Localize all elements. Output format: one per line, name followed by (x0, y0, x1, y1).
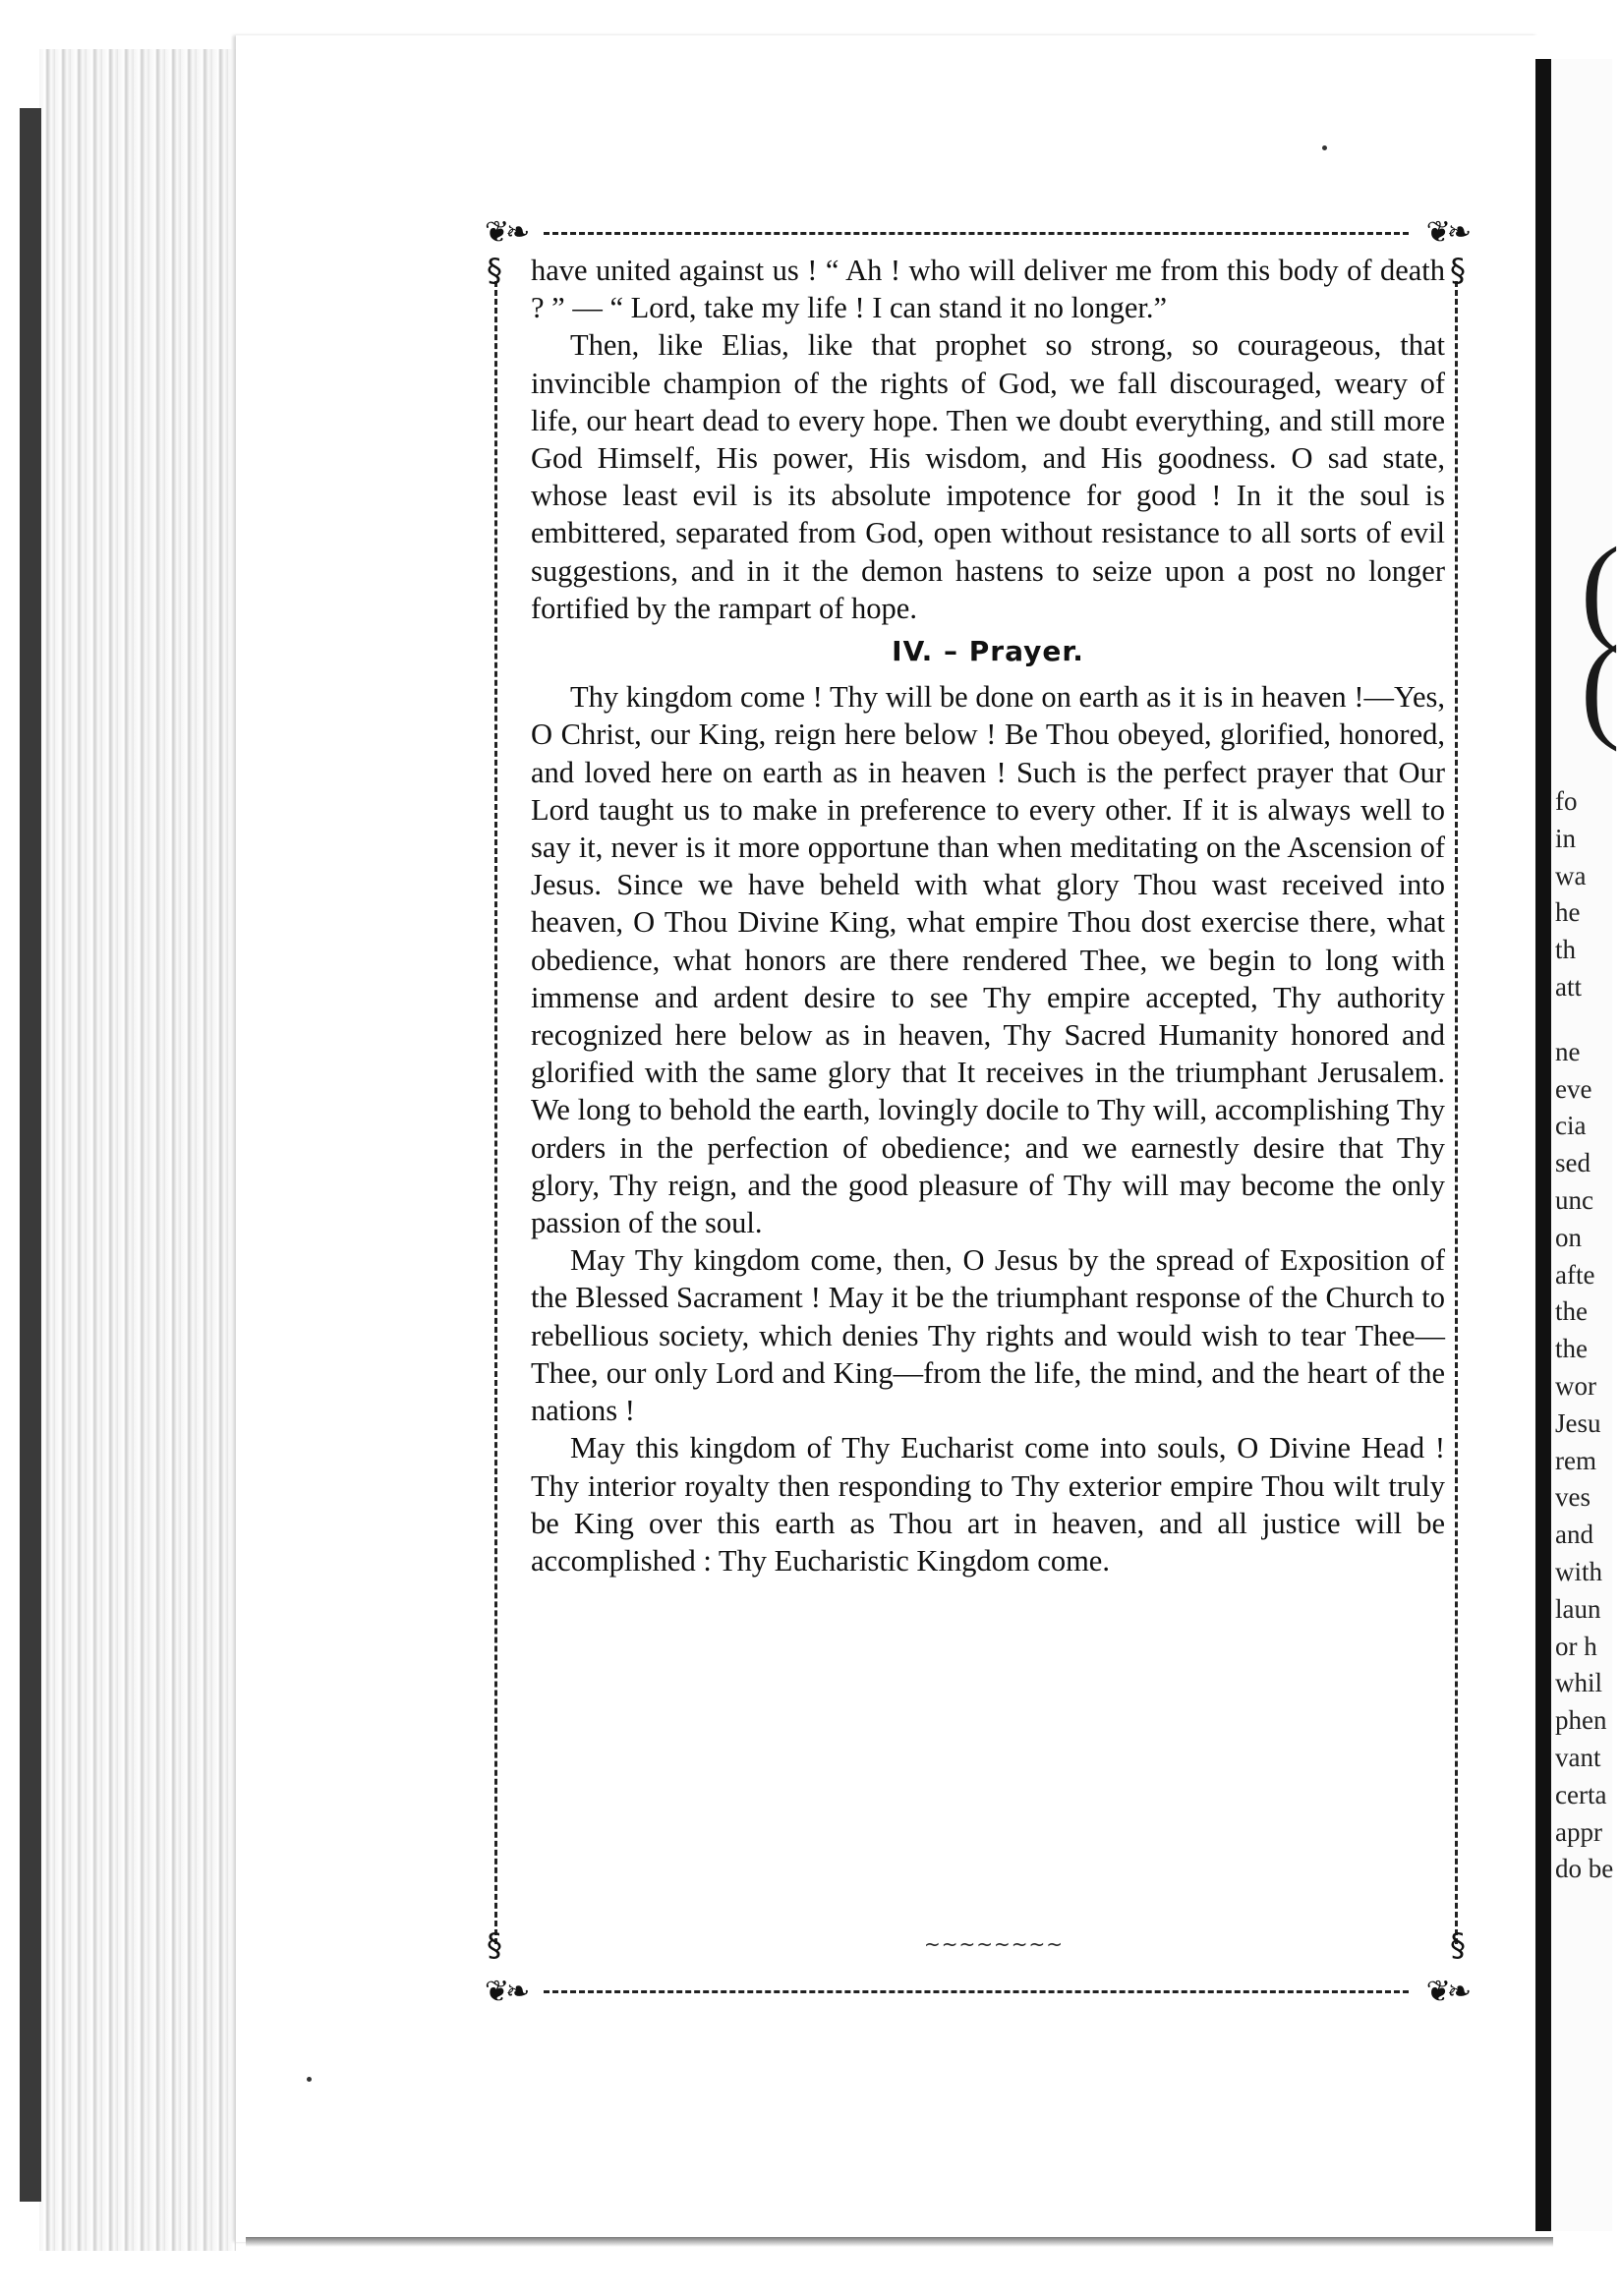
facing-page-line: unc (1555, 1185, 1593, 1215)
facing-page-line: appr (1555, 1816, 1602, 1847)
facing-page-line: fo (1555, 786, 1578, 816)
scroll-ornament-icon: § (487, 252, 502, 289)
facing-page-line: laun (1555, 1593, 1601, 1624)
facing-page-line: ne (1555, 1036, 1581, 1066)
facing-page-line: in (1555, 823, 1577, 853)
border-right (1455, 281, 1458, 1944)
facing-page-line: certa (1555, 1779, 1607, 1809)
scroll-ornament-icon: § (1450, 1926, 1466, 1964)
speck (307, 2077, 312, 2082)
scroll-ornament-icon: § (1450, 252, 1466, 289)
facing-page-line: or h (1555, 1631, 1597, 1661)
speck (1322, 145, 1327, 150)
facing-page-line: with (1555, 1557, 1603, 1586)
decorative-initial-glyph: ( (1581, 621, 1620, 752)
page-shadow (246, 2237, 1553, 2247)
section-heading: IV. – Prayer. (892, 635, 1084, 668)
facing-page-line: on (1555, 1222, 1582, 1252)
border-left (494, 281, 497, 1944)
end-ornament: ~~~~~~~~ (924, 1932, 1065, 1956)
border-bottom (544, 1990, 1409, 1993)
corner-ornament-icon: ❦❧ (485, 215, 527, 250)
facing-page-line: whil (1555, 1668, 1603, 1698)
facing-page-line: sed (1555, 1148, 1591, 1178)
facing-page-line: ves (1555, 1482, 1591, 1513)
facing-page-line: the (1555, 1296, 1588, 1327)
scroll-ornament-icon: § (487, 1926, 502, 1964)
decorative-initial-glyph: ( (1581, 523, 1620, 654)
page-body (531, 252, 1445, 1579)
facing-page-line: wor (1555, 1371, 1596, 1401)
paragraph: Thy kingdom come ! Thy will be done on earth as it is in heaven !—Yes, O Christ, our King, reign here below ! Be Thou obeyed, glorified, honored, and loved here on earth as in heaven ! Such is the perfect prayer that Our Lord taught us to make in preference to every other. If it is always well to say it, never is it more opportune than when meditating on the Ascension of Jesus. Since we have beheld with what glory Thou wast received into heaven, O Thou Divine King, what empire Thou dost exercise there, what obedience, what honors are there rendered Thee, we begin to long with immense and ardent desire to see Thy empire accepted, Thy authority recognized here below as in heaven, Thy Sacred Humanity honored and glorified with the same glory that It receives in the triumphant Jerusalem. We long to behold the earth, lovingly docile to Thy will, accomplishing Thy orders in the perfection of obedience; and we earnestly desire that Thy glory, Thy reign, and the good pleasure of Thy will may become the only passion of the soul. (531, 680, 1445, 1240)
corner-ornament-icon: ❦❧ (485, 1975, 527, 2009)
paragraph: May Thy kingdom come, then, O Jesus by the spread of Exposition of the Blessed Sacrament ! May it be the triumphant response of the Church to rebellious society, which denies Thy rights and would wish to tear Thee—Thee, our only Lord and King—from the life, the mind, and the heart of the nations ! (531, 1243, 1445, 1428)
corner-ornament-icon: ❦❧ (1425, 1975, 1468, 2009)
paragraph: Then, like Elias, like that prophet so strong, so courageous, that invincible champion of the rights of God, we fall discouraged, weary of life, our heart dead to every hope. Then we doubt everything, and still more God Himself, His power, His wisdom, and His goodness. O sad state, whose least evil is its absolute impotence for good ! In it the soul is embittered, separated from God, open without resistance to all sorts of evil suggestions, and in it the demon hastens to seize upon a post no longer fortified by the rampart of hope. (531, 328, 1445, 625)
facing-page-line: cia (1555, 1111, 1587, 1141)
paragraph: have united against us ! “ Ah ! who will deliver me from this body of death ? ” — “ Lord, take my life ! I can stand it no longer.” (531, 254, 1445, 325)
facing-page-line: afte (1555, 1259, 1595, 1290)
facing-page-line: att (1555, 972, 1582, 1002)
paragraph: May this kingdom of Thy Eucharist come into souls, O Divine Head ! Thy interior royalty then responding to Thy exterior empire Thou wilt truly be King over this earth as Thou art in heaven, and all justice will be accomplished : Thy Eucharistic Kingdom come. (531, 1431, 1445, 1578)
facing-page-line: do be (1555, 1854, 1614, 1884)
facing-page-line: and (1555, 1520, 1593, 1550)
facing-page-line: rem (1555, 1445, 1596, 1475)
facing-page-line: Jesu (1555, 1407, 1601, 1438)
facing-page-line: wa (1555, 860, 1587, 890)
facing-page-line: th (1555, 935, 1577, 965)
book-gutter (1535, 59, 1551, 2231)
facing-page-line: phen (1555, 1705, 1607, 1736)
border-top (544, 232, 1409, 235)
facing-page-line: vant (1555, 1743, 1601, 1772)
facing-page-line: he (1555, 897, 1581, 928)
corner-ornament-icon: ❦❧ (1425, 215, 1468, 250)
book-page-edges (39, 49, 236, 2251)
facing-page-line: eve (1555, 1073, 1592, 1104)
facing-page-line: the (1555, 1334, 1588, 1364)
facing-page (1551, 59, 1620, 2231)
